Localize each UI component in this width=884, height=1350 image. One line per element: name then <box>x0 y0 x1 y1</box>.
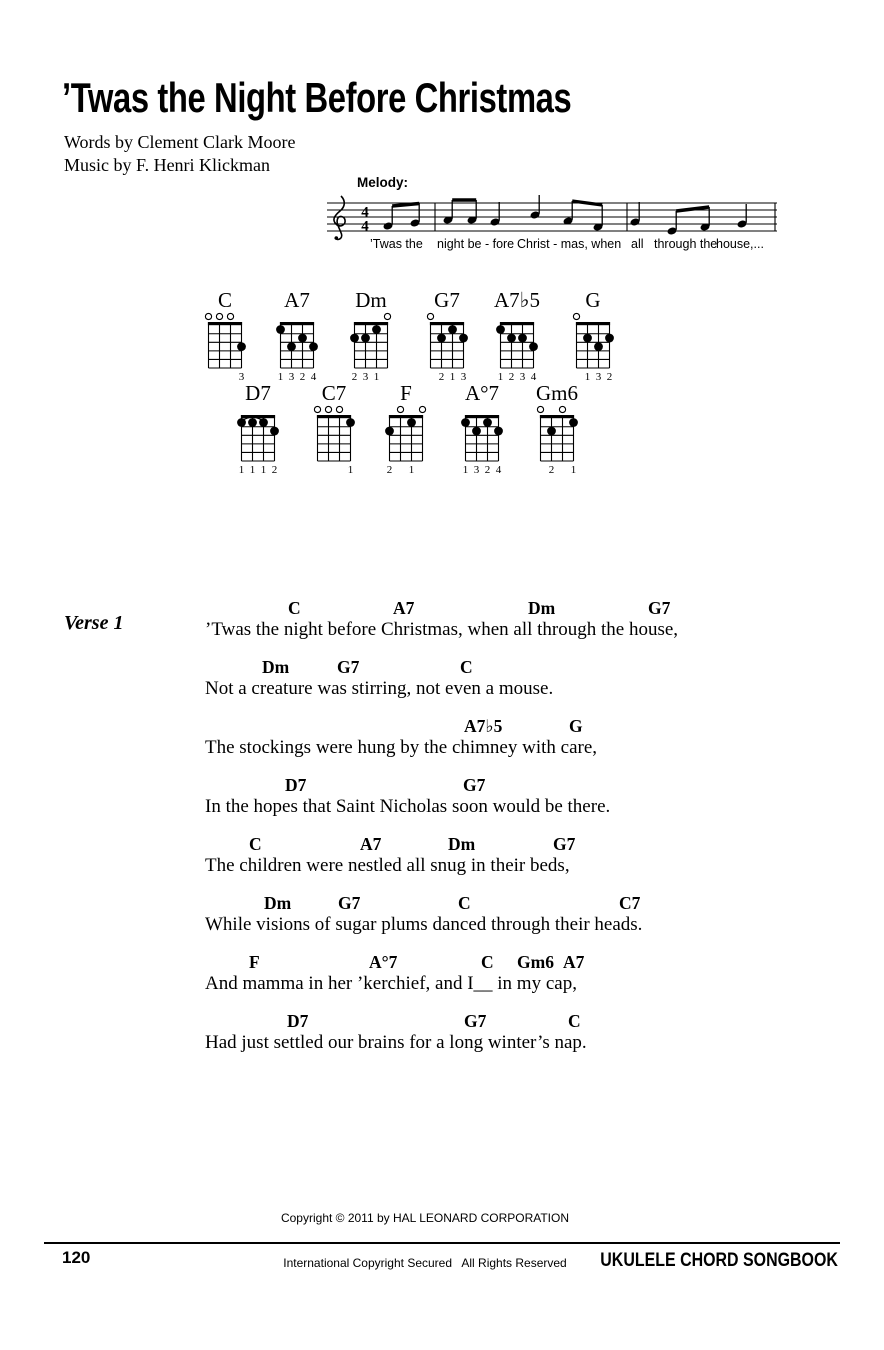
fingering-number: 4 <box>495 464 502 476</box>
fingering-number: 2 <box>508 371 515 383</box>
chord-diagram-A7♭5 <box>482 288 552 390</box>
lyric-chord: F <box>249 952 260 972</box>
finger-dot <box>483 418 492 427</box>
fingering-number: 4 <box>530 371 537 383</box>
lyric-chord: D7 <box>287 1011 309 1031</box>
lyric-chord: A7 <box>393 598 415 618</box>
chord-diagram-Dm <box>336 288 406 390</box>
lyric-chord: C <box>481 952 494 972</box>
chord-diagram-name: Gm6 <box>536 381 578 405</box>
finger-dot <box>309 342 318 351</box>
fingering-number: 1 <box>449 371 456 383</box>
finger-dot <box>496 325 505 334</box>
fingering-number: 1 <box>238 464 245 476</box>
fingering-number: 3 <box>288 371 295 383</box>
fingering-number: 2 <box>606 371 613 383</box>
chord-frame <box>493 312 541 385</box>
finger-dot <box>350 334 359 343</box>
lyric-chord: C <box>458 893 471 913</box>
chord-diagram-name: D7 <box>245 381 271 405</box>
chord-frame <box>347 312 395 385</box>
melody-lyric-syllable: through the <box>654 237 718 251</box>
chord-diagram-name: A°7 <box>464 381 500 405</box>
chord-frame <box>201 312 249 385</box>
finger-dot <box>372 325 381 334</box>
finger-dot <box>407 418 416 427</box>
chord-frame <box>273 312 321 385</box>
finger-dot <box>518 334 527 343</box>
time-signature-bottom: 4 <box>361 218 369 235</box>
finger-dot <box>594 342 603 351</box>
lyric-text: Had just settled our brains for a long winter’s nap. <box>205 1032 587 1053</box>
lyric-text: Not a creature was stirring, not even a mouse. <box>205 678 554 699</box>
chord-diagram-name: A7 <box>284 288 310 312</box>
fingering-number: 1 <box>408 464 415 476</box>
chord-diagram-G7 <box>412 288 482 390</box>
open-string-circle <box>205 313 211 319</box>
finger-dot <box>237 418 246 427</box>
lyric-chord: G7 <box>338 893 361 913</box>
fingering-number: 1 <box>373 371 380 383</box>
finger-dot <box>287 342 296 351</box>
lyric-chord: Dm <box>264 893 292 913</box>
words-credit: Words by Clement Clark Moore <box>64 132 296 152</box>
melody-lyric-syllable: Christ - mas, when <box>517 237 622 251</box>
lyric-text: The stockings were hung by the chimney with care, <box>205 737 598 758</box>
open-string-circle <box>573 313 579 319</box>
finger-dot <box>605 334 614 343</box>
chord-diagram-name: C <box>217 288 232 312</box>
lyric-chord: A7 <box>360 834 382 854</box>
chord-diagram-name: G <box>585 288 601 312</box>
beam <box>392 204 419 207</box>
open-string-circle <box>216 313 222 319</box>
lyric-chord: C <box>288 598 301 618</box>
fingering-number: 2 <box>484 464 491 476</box>
melody-lyric-syllable: house,... <box>716 237 764 251</box>
finger-dot <box>448 325 457 334</box>
fingering-number: 3 <box>362 371 369 383</box>
melody-lyric-syllable: all <box>631 237 644 251</box>
finger-dot <box>270 427 279 436</box>
finger-dot <box>507 334 516 343</box>
finger-dot <box>237 342 246 351</box>
fingering-number: 3 <box>238 371 245 383</box>
fingering-number: 3 <box>473 464 480 476</box>
nut <box>208 322 242 325</box>
nut <box>576 322 610 325</box>
lyric-chord: G7 <box>553 834 576 854</box>
nut <box>500 322 534 325</box>
chord-diagram-F <box>371 381 441 483</box>
verse-line-2 <box>205 657 875 716</box>
open-string-circle <box>537 406 543 412</box>
nut <box>465 415 499 418</box>
page-title: ’Twas the Night Before Christmas <box>62 74 572 121</box>
lyric-chord: G7 <box>648 598 671 618</box>
beam <box>572 201 602 205</box>
fingering-number: 3 <box>595 371 602 383</box>
chord-frame <box>382 405 430 478</box>
time-signature-top: 4 <box>361 204 369 221</box>
chord-diagram-Gm6 <box>522 381 592 483</box>
finger-dot <box>569 418 578 427</box>
finger-dot <box>529 342 538 351</box>
fingering-number: 1 <box>462 464 469 476</box>
chord-diagram-name: A7♭5 <box>493 288 541 312</box>
fingering-number: 4 <box>310 371 317 383</box>
fingering-number: 1 <box>347 464 354 476</box>
chord-frame <box>234 405 282 478</box>
chord-diagram-name: C7 <box>321 381 347 405</box>
nut <box>280 322 314 325</box>
chord-diagram-G <box>558 288 628 390</box>
open-string-circle <box>325 406 331 412</box>
verse-label: Verse 1 <box>64 612 124 634</box>
finger-dot <box>346 418 355 427</box>
melody-lyric-syllable: night be - fore <box>437 237 515 251</box>
open-string-circle <box>559 406 565 412</box>
chord-diagram-name: G7 <box>434 288 460 312</box>
lyric-chord: D7 <box>285 775 307 795</box>
finger-dot <box>547 427 556 436</box>
chord-frame <box>533 405 581 478</box>
lyric-chord: C <box>568 1011 581 1031</box>
lyric-chord: G7 <box>463 775 486 795</box>
open-string-circle <box>427 313 433 319</box>
open-string-circle <box>336 406 342 412</box>
lyric-chord: A7♭5 <box>464 716 503 736</box>
nut <box>389 415 423 418</box>
finger-dot <box>461 418 470 427</box>
page-number: 120 <box>62 1248 91 1267</box>
fingering-number: 2 <box>438 371 445 383</box>
finger-dot <box>494 427 503 436</box>
melody-label: Melody: <box>357 175 409 190</box>
nut <box>430 322 464 325</box>
open-string-circle <box>397 406 403 412</box>
lyric-chord: Dm <box>262 657 290 677</box>
open-string-circle <box>419 406 425 412</box>
fingering-number: 2 <box>351 371 358 383</box>
lyric-chord: C <box>460 657 473 677</box>
credits <box>64 131 296 177</box>
fingering-number: 1 <box>260 464 267 476</box>
lyric-chord: C7 <box>619 893 641 913</box>
lyric-chord: G7 <box>464 1011 487 1031</box>
lyric-text: ’Twas the night before Christmas, when all through the house, <box>205 619 679 640</box>
lyric-text: In the hopes that Saint Nicholas soon would be there. <box>205 796 611 817</box>
chord-diagram-C <box>190 288 260 390</box>
fingering-number: 1 <box>277 371 284 383</box>
fingering-number: 1 <box>570 464 577 476</box>
chord-frame <box>569 312 617 385</box>
chord-diagram-C7 <box>299 381 369 483</box>
verse-line-3 <box>205 716 875 775</box>
finger-dot <box>248 418 257 427</box>
melody-lyric-syllable: ’Twas the <box>370 237 423 251</box>
verse-line-4 <box>205 775 875 834</box>
nut <box>540 415 574 418</box>
nut <box>317 415 351 418</box>
chord-frame <box>310 405 358 478</box>
verse-line-5 <box>205 834 875 893</box>
fingering-number: 2 <box>548 464 555 476</box>
finger-dot <box>385 427 394 436</box>
open-string-circle <box>227 313 233 319</box>
fingering-number: 1 <box>249 464 256 476</box>
chord-diagram-A°7 <box>447 381 517 483</box>
verse-line-8 <box>205 1011 875 1070</box>
fingering-number: 2 <box>299 371 306 383</box>
chord-diagram-D7 <box>223 381 293 483</box>
clef-dot <box>335 236 339 240</box>
book-title: UKULELE CHORD SONGBOOK <box>600 1250 838 1271</box>
verse-line-6 <box>205 893 875 952</box>
lyric-chord: Gm6 <box>517 952 554 972</box>
lyric-chord: A°7 <box>369 952 398 972</box>
lyric-chord: G <box>569 716 583 736</box>
lyric-chord: C <box>249 834 262 854</box>
finger-dot <box>437 334 446 343</box>
fingering-number: 1 <box>584 371 591 383</box>
nut <box>354 322 388 325</box>
finger-dot <box>259 418 268 427</box>
fingering-number: 3 <box>460 371 467 383</box>
copyright-notice <box>180 1181 670 1301</box>
lyric-chord: A7 <box>563 952 585 972</box>
chord-diagram-name: F <box>400 381 412 405</box>
chord-diagram-name: Dm <box>355 288 387 312</box>
fingering-number: 3 <box>519 371 526 383</box>
lyric-text: While visions of sugar plums danced through their heads. <box>205 914 643 935</box>
fingering-number: 1 <box>497 371 504 383</box>
open-string-circle <box>314 406 320 412</box>
lyric-text: The children were nestled all snug in their beds, <box>205 855 570 876</box>
chord-frame <box>458 405 506 478</box>
lyric-text: And mamma in her ’kerchief, and I__ in my cap, <box>205 973 577 994</box>
music-credit: Music by F. Henri Klickman <box>64 155 271 175</box>
chord-frame <box>423 312 471 385</box>
chord-diagram-A7 <box>262 288 332 390</box>
melody-staff <box>325 189 790 241</box>
fingering-number: 2 <box>386 464 393 476</box>
footer-rule <box>44 1242 840 1244</box>
copyright-line-1: Copyright © 2011 by HAL LEONARD CORPORATION <box>280 1211 570 1225</box>
copyright-line-2: International Copyright Secured All Rights Reserved <box>283 1256 567 1270</box>
lyric-chord: G7 <box>337 657 360 677</box>
finger-dot <box>583 334 592 343</box>
lyric-chord: Dm <box>448 834 476 854</box>
verse-line-1 <box>205 598 875 657</box>
finger-dot <box>298 334 307 343</box>
finger-dot <box>276 325 285 334</box>
finger-dot <box>361 334 370 343</box>
lyric-chord: Dm <box>528 598 556 618</box>
open-string-circle <box>384 313 390 319</box>
fingering-number: 2 <box>271 464 278 476</box>
verse-line-7 <box>205 952 875 1011</box>
finger-dot <box>459 334 468 343</box>
finger-dot <box>472 427 481 436</box>
